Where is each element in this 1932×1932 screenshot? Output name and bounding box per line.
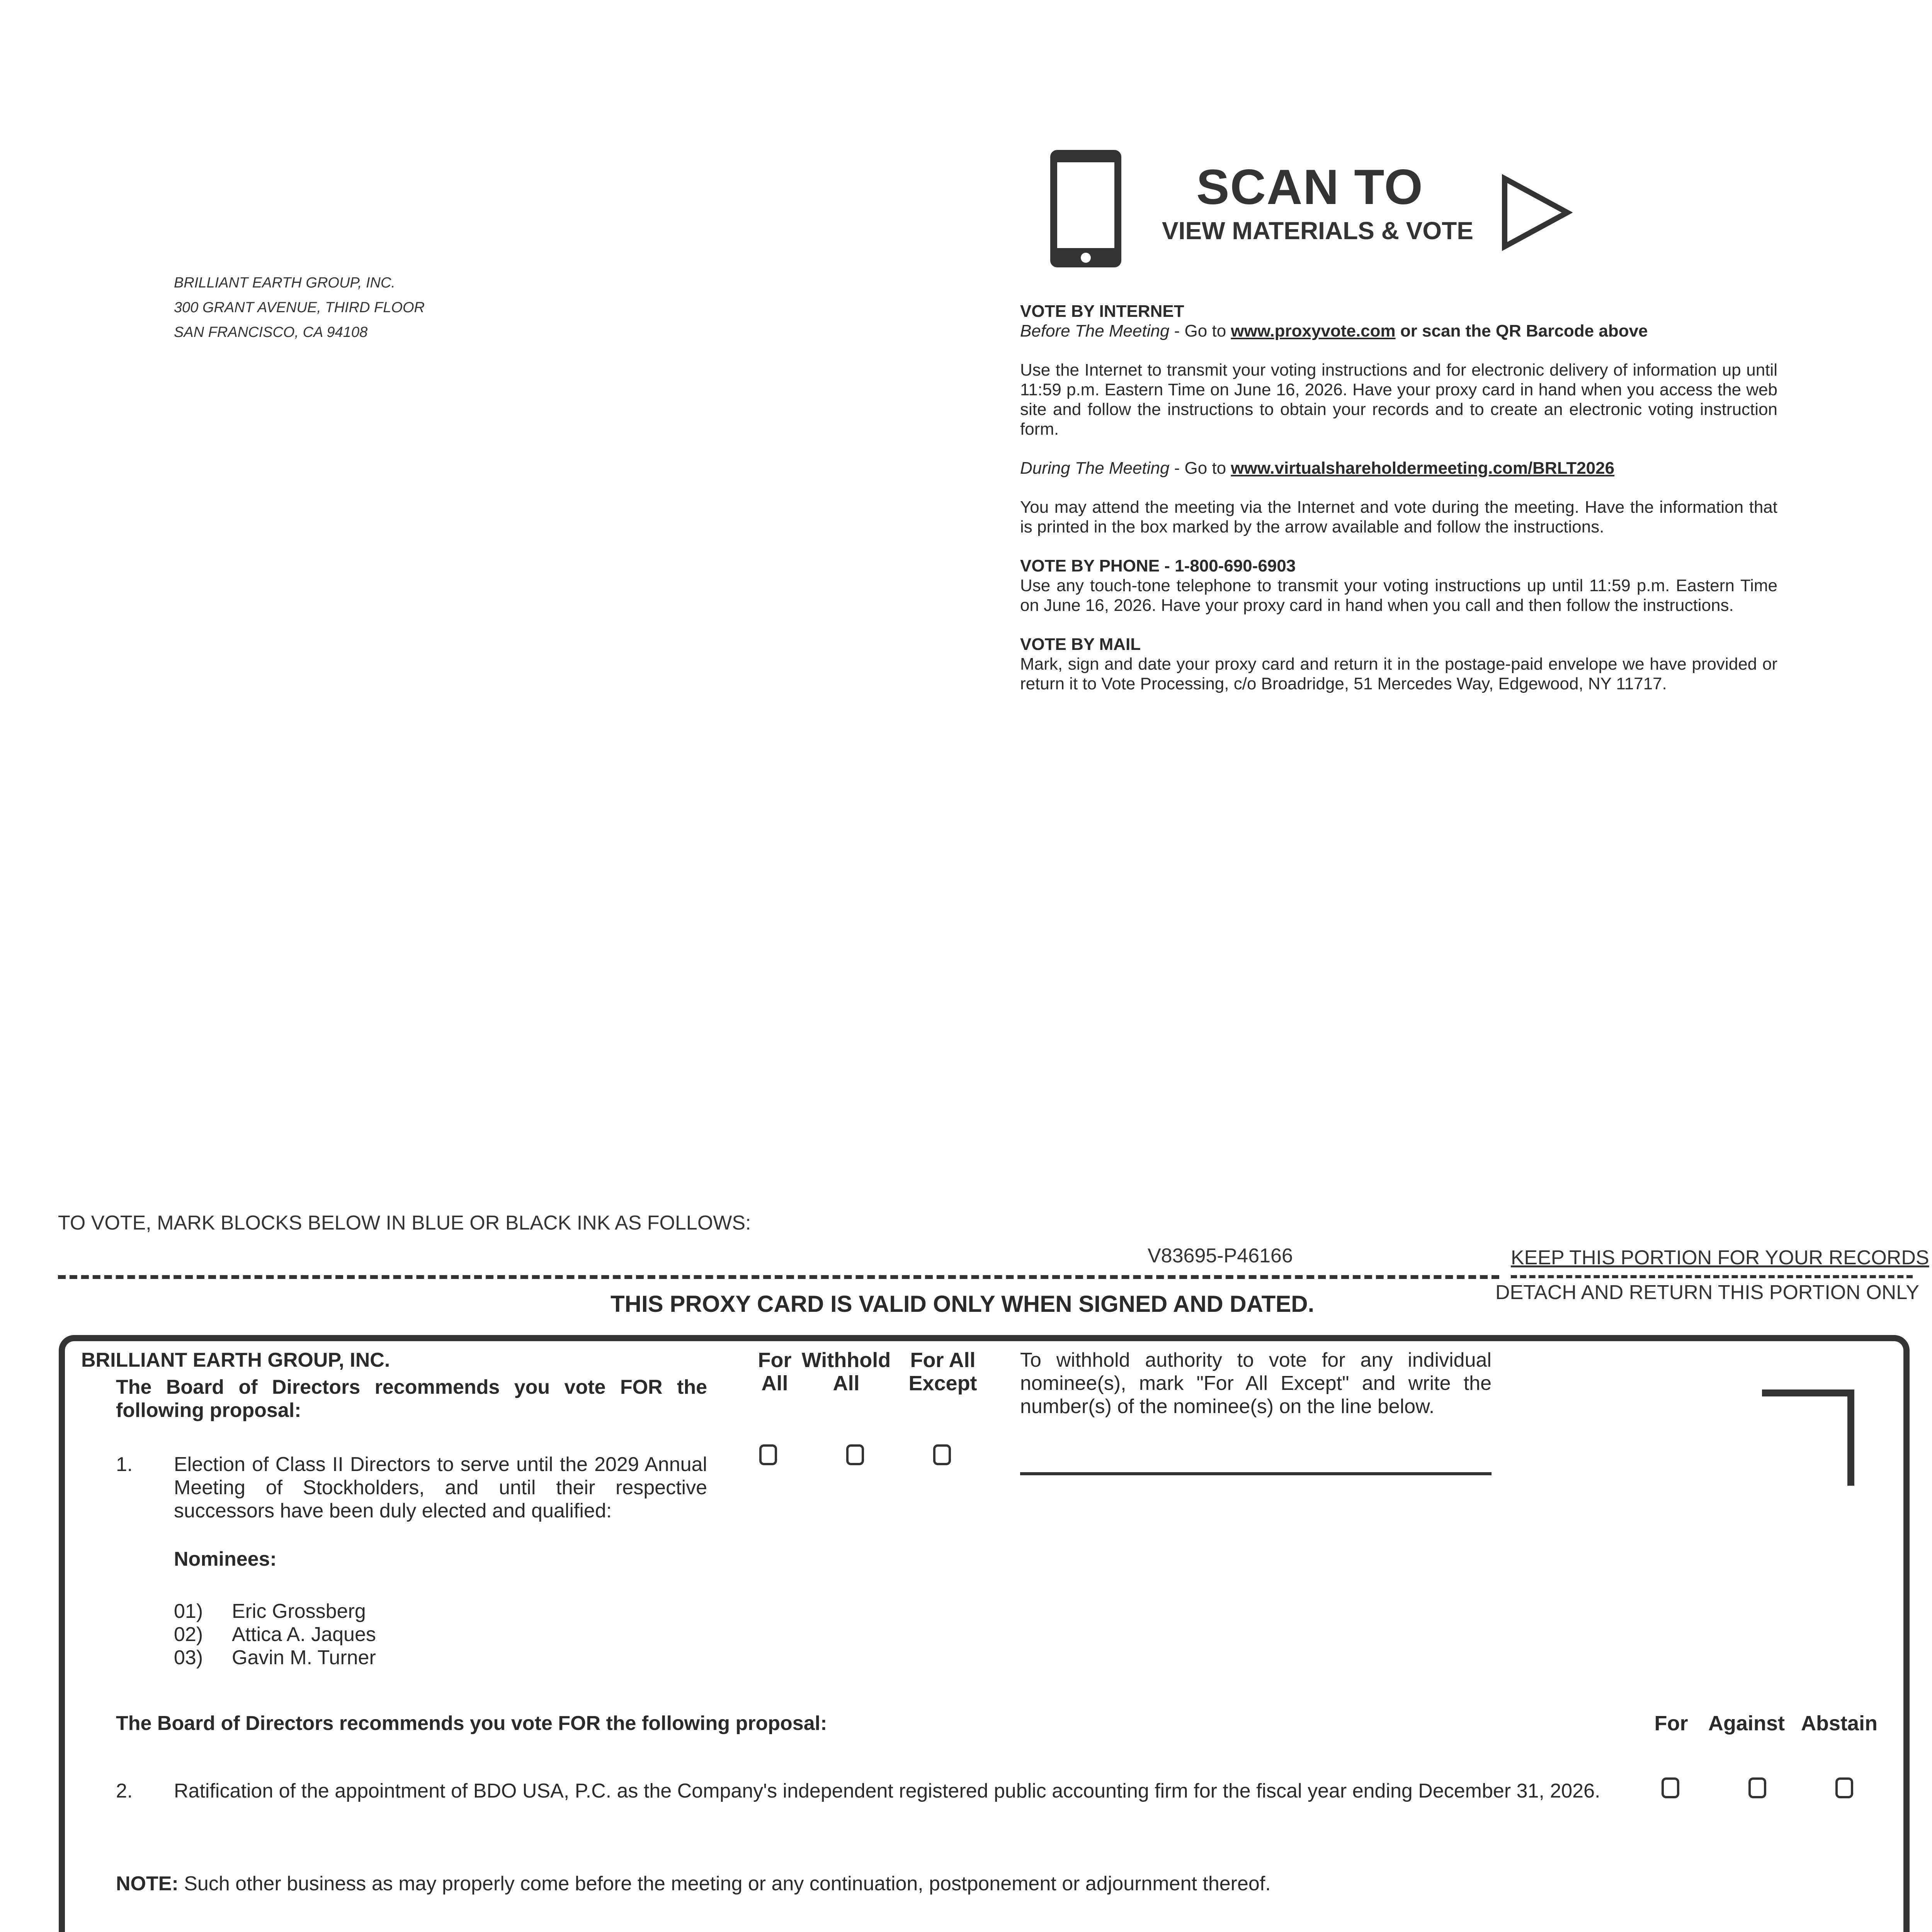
mail-text: Mark, sign and date your proxy card and return it in the postage-paid envelope we have provided or return it to Vote Processing, c/o Broadridge, 51 Mercedes Way, Edgewood, NY 11717. — [1020, 655, 1777, 693]
proposal2-abstain-checkbox[interactable] — [1835, 1777, 1853, 1798]
address-city: SAN FRANCISCO, CA 94108 — [174, 324, 368, 340]
control-code: V83695-P46166 — [1148, 1245, 1293, 1267]
keep-portion-label: KEEP THIS PORTION FOR YOUR RECORDS — [1511, 1247, 1929, 1269]
proxyvote-link[interactable]: www.proxyvote.com — [1231, 321, 1396, 340]
withhold-instruction: To withhold authority to vote for any individual nominee(s), mark "For All Except" and write the number(s) of the nominee(s) on the line below. — [1020, 1349, 1492, 1418]
proposal1-text: Election of Class II Directors to serve until the 2029 Annual Meeting of Stockholders, and until their respective successors have been duly elected and qualified: — [174, 1453, 707, 1522]
for-all-except-checkbox[interactable] — [933, 1444, 951, 1465]
proposal2-for-checkbox[interactable] — [1662, 1777, 1679, 1798]
nominee-number: 02) — [174, 1623, 203, 1646]
col-abstain: Abstain — [1801, 1712, 1878, 1735]
scan-title: SCAN TO — [1196, 160, 1423, 215]
before-go-to: - Go to — [1169, 321, 1231, 340]
address-street: 300 GRANT AVENUE, THIRD FLOOR — [174, 299, 425, 316]
mark-instruction: TO VOTE, MARK BLOCKS BELOW IN BLUE OR BLACK INK AS FOLLOWS: — [58, 1212, 751, 1234]
address-company-name: BRILLIANT EARTH GROUP, INC. — [174, 275, 395, 291]
play-triangle-icon — [1499, 174, 1573, 251]
col-for-all-except: For All Except — [908, 1349, 977, 1395]
proposal1-number: 1. — [116, 1453, 133, 1476]
note — [116, 1872, 1777, 1895]
except-write-in-line[interactable] — [1020, 1472, 1492, 1475]
proposal2-number: 2. — [116, 1780, 133, 1802]
col-for-all: For All — [758, 1349, 792, 1395]
scan-subtitle: VIEW MATERIALS & VOTE — [1162, 217, 1473, 245]
detach-portion-label: DETACH AND RETURN THIS PORTION ONLY — [1495, 1281, 1919, 1304]
valid-notice: THIS PROXY CARD IS VALID ONLY WHEN SIGNED AND DATED. — [611, 1291, 1315, 1317]
phone-text: Use any touch-tone telephone to transmit your voting instructions up until 11:59 p.m. Eastern Time on June 16, 2026. Have your proxy card in hand when you call and then follow the instructions. — [1020, 576, 1777, 615]
smartphone-icon — [1047, 147, 1124, 270]
col-for: For — [1654, 1712, 1688, 1735]
internet-heading: VOTE BY INTERNET — [1020, 302, 1184, 321]
phone-heading: VOTE BY PHONE - 1-800-690-6903 — [1020, 556, 1296, 575]
for-all-checkbox[interactable] — [759, 1444, 777, 1465]
nominee-name: Gavin M. Turner — [232, 1646, 376, 1669]
during-meeting-label: During The Meeting — [1020, 459, 1170, 478]
proposal2-against-checkbox[interactable] — [1748, 1777, 1766, 1798]
nominee-name: Attica A. Jaques — [232, 1623, 376, 1646]
keep-dashed-line — [1511, 1275, 1913, 1278]
note-label: NOTE: — [116, 1872, 179, 1895]
voting-instructions — [1020, 301, 1777, 694]
withhold-all-checkbox[interactable] — [846, 1444, 864, 1465]
col-against: Against — [1708, 1712, 1785, 1735]
proposal2-text: Ratification of the appointment of BDO USA, P.C. as the Company's independent registered public accounting firm for the fiscal year ending December 31, 2026. — [174, 1780, 1600, 1802]
during-go-to: - Go to — [1169, 459, 1231, 478]
nominee-name: Eric Grossberg — [232, 1600, 366, 1622]
mail-heading: VOTE BY MAIL — [1020, 635, 1141, 654]
card-company-name: BRILLIANT EARTH GROUP, INC. — [81, 1349, 390, 1371]
company-address — [174, 270, 425, 345]
board-recommendation-2: The Board of Directors recommends you vote FOR the following proposal: — [116, 1712, 827, 1735]
corner-mark — [1758, 1389, 1862, 1490]
board-recommendation-1: The Board of Directors recommends you vote FOR the following proposal: — [116, 1376, 707, 1422]
before-meeting-line — [1020, 321, 1777, 341]
before-tail: or scan the QR Barcode above — [1395, 321, 1648, 340]
nominee-number: 01) — [174, 1600, 203, 1622]
note-text: Such other business as may properly come before the meeting or any continuation, postponement or adjournment thereof. — [178, 1872, 1271, 1895]
detach-dashed-line — [58, 1275, 1499, 1279]
nominees-label: Nominees: — [174, 1548, 277, 1570]
internet-text: Use the Internet to transmit your voting instructions and for electronic delivery of information up until 11:59 p.m. Eastern Time on June 16, 2026. Have your proxy card in hand when you access the web site and follow the instructions to obtain your records and to create an electronic voting instruction form. — [1020, 361, 1777, 439]
during-text: You may attend the meeting via the Internet and vote during the meeting. Have the information that is printed in the box marked by the arrow available and follow the instructions. — [1020, 498, 1777, 536]
virtual-meeting-link[interactable]: www.virtualshareholdermeeting.com/BRLT2026 — [1231, 459, 1615, 478]
during-meeting-line — [1020, 458, 1777, 478]
col-withhold-all: Withhold All — [801, 1349, 891, 1395]
before-meeting-label: Before The Meeting — [1020, 321, 1170, 340]
nominee-number: 03) — [174, 1646, 203, 1669]
